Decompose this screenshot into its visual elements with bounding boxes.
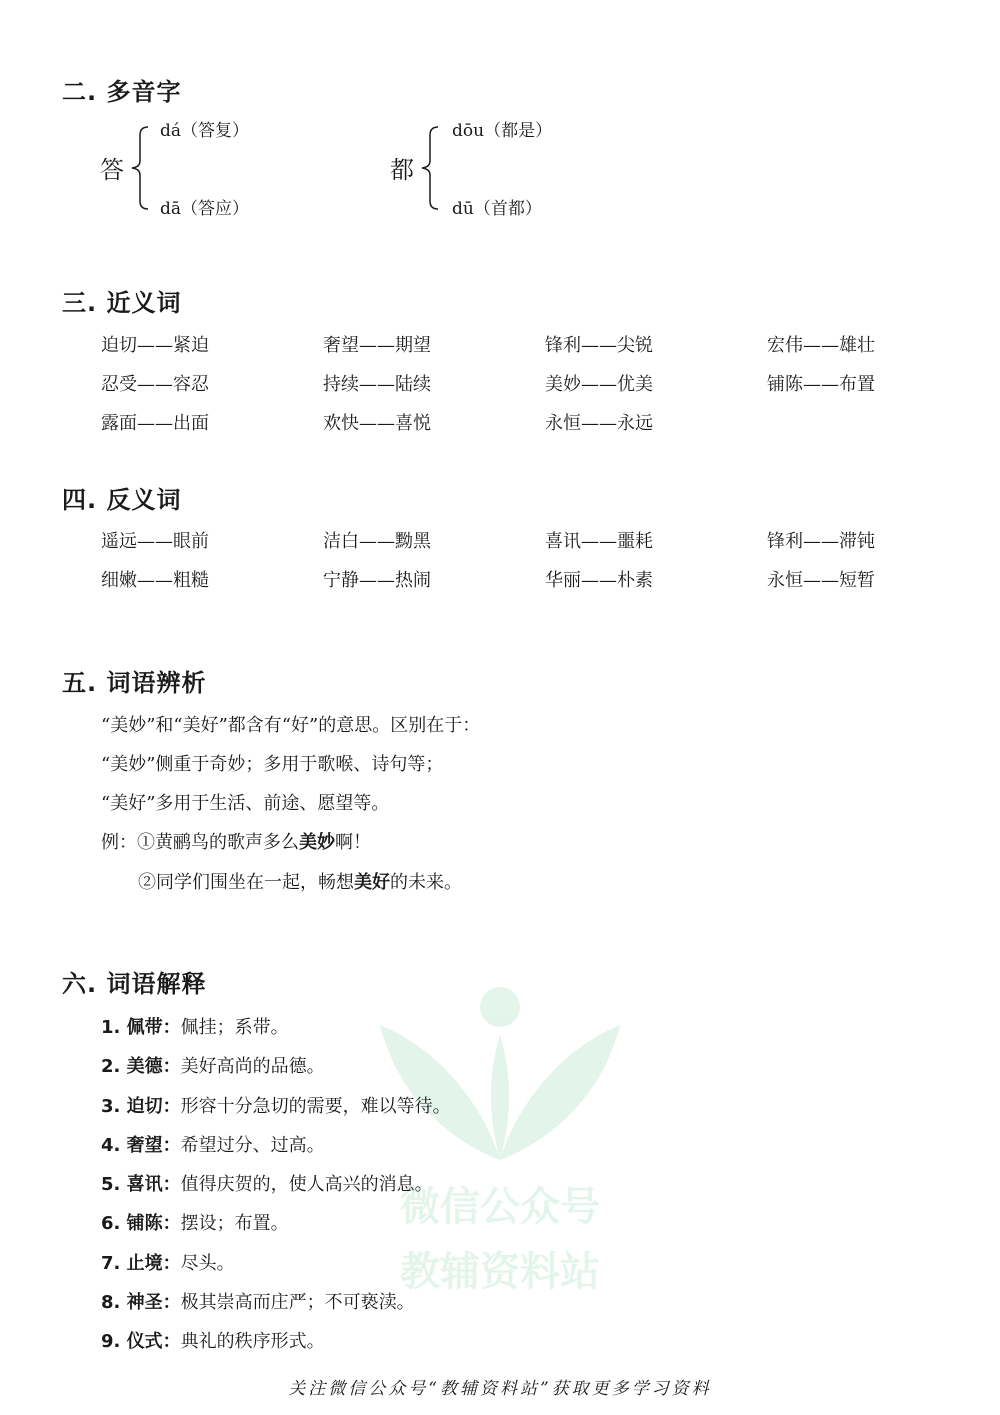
definition-item — [101, 1170, 433, 1196]
definition-term: 7. 止境： — [101, 1253, 181, 1274]
definition-term: 4. 奢望： — [101, 1135, 181, 1156]
watermark-text: 微信公众号 — [400, 1184, 600, 1230]
word-pair: 锋利——滞钝 — [767, 531, 875, 552]
polyphone-reading: dōu（都是） — [452, 121, 553, 141]
section-title-synonyms: 三. 近义词 — [62, 289, 182, 317]
example-sentence-2 — [138, 868, 462, 894]
word-pair: 遥远——眼前 — [101, 531, 209, 552]
definition-term: 2. 美德： — [101, 1056, 181, 1077]
word-pair: 喜讯——噩耗 — [545, 531, 653, 552]
definition-meaning: 值得庆贺的，使人高兴的消息。 — [180, 1174, 433, 1195]
word-pair: 永恒——短暂 — [767, 570, 875, 591]
word-pair: 宏伟——雄壮 — [767, 335, 875, 356]
example-sentence-1 — [101, 828, 371, 854]
definition-meaning: 极其崇高而庄严；不可亵渎。 — [180, 1292, 415, 1313]
definition-item — [101, 1209, 289, 1235]
watermark-text: 教辅资料站 — [400, 1249, 600, 1295]
antonym-row — [0, 527, 1000, 557]
antonym-row — [0, 566, 1000, 596]
leaf-logo-icon — [370, 985, 630, 1165]
polyphone-reading: dá（答复） — [160, 121, 250, 141]
analysis-line: “美好”多用于生活、前途、愿望等。 — [101, 793, 390, 814]
example-text: ②同学们围坐在一起，畅想 — [138, 872, 354, 893]
definition-meaning: 摆设；布置。 — [180, 1213, 289, 1234]
section-title-definitions: 六. 词语解释 — [62, 970, 207, 998]
synonym-row — [0, 409, 1000, 439]
word-pair: 永恒——永远 — [545, 413, 653, 434]
word-pair: 华丽——朴素 — [545, 570, 653, 591]
definition-meaning: 形容十分急切的需要，难以等待。 — [180, 1096, 451, 1117]
polyphone-reading: dū（首都） — [452, 199, 542, 219]
synonym-row — [0, 331, 1000, 361]
example-keyword: 美妙 — [299, 832, 335, 853]
word-pair: 持续——陆续 — [323, 374, 431, 395]
definition-term: 8. 神圣： — [101, 1292, 181, 1313]
polyphone-char: 答 — [100, 156, 124, 184]
definition-meaning: 希望过分、过高。 — [180, 1135, 325, 1156]
definition-meaning: 典礼的秩序形式。 — [180, 1331, 325, 1352]
definition-term: 3. 迫切： — [101, 1096, 181, 1117]
definition-item — [101, 1249, 235, 1275]
word-pair: 迫切——紧迫 — [101, 335, 209, 356]
brace-icon — [418, 123, 440, 213]
word-pair: 忍受——容忍 — [101, 374, 209, 395]
section-title-analysis: 五. 词语辨析 — [62, 669, 207, 697]
example-text: 啊！ — [335, 832, 371, 853]
example-keyword: 美好 — [354, 872, 390, 893]
synonym-row — [0, 370, 1000, 400]
word-pair: 美妙——优美 — [545, 374, 653, 395]
definition-item — [101, 1131, 325, 1157]
definition-meaning: 佩挂；系带。 — [180, 1017, 289, 1038]
definition-term: 5. 喜讯： — [101, 1174, 181, 1195]
analysis-line: “美妙”侧重于奇妙；多用于歌喉、诗句等； — [101, 754, 444, 775]
polyphone-reading: dā（答应） — [160, 199, 250, 219]
page-footer: 关注微信公众号“教辅资料站”获取更多学习资料 — [288, 1379, 712, 1399]
definition-meaning: 尽头。 — [180, 1253, 235, 1274]
definition-item — [101, 1052, 325, 1078]
word-pair: 细嫩——粗糙 — [101, 570, 209, 591]
section-title-polyphone: 二. 多音字 — [62, 78, 182, 106]
definition-item — [101, 1013, 289, 1039]
word-pair: 露面——出面 — [101, 413, 209, 434]
definition-item — [101, 1092, 451, 1118]
definition-term: 1. 佩带： — [101, 1017, 181, 1038]
definition-meaning: 美好高尚的品德。 — [180, 1056, 325, 1077]
example-text: 的未来。 — [390, 872, 462, 893]
brace-icon — [128, 123, 150, 213]
word-pair: 铺陈——布置 — [767, 374, 875, 395]
watermark-logo — [370, 985, 630, 1315]
polyphone-char: 都 — [390, 156, 414, 184]
word-pair: 奢望——期望 — [323, 335, 431, 356]
word-pair: 欢快——喜悦 — [323, 413, 431, 434]
section-title-antonyms: 四. 反义词 — [62, 486, 182, 514]
word-pair: 宁静——热闹 — [323, 570, 431, 591]
definition-item — [101, 1288, 415, 1314]
example-text: 例：①黄鹂鸟的歌声多么 — [101, 832, 299, 853]
definition-item — [101, 1327, 325, 1353]
analysis-line: “美妙”和“美好”都含有“好”的意思。区别在于： — [101, 715, 481, 736]
definition-term: 6. 铺陈： — [101, 1213, 181, 1234]
definition-term: 9. 仪式： — [101, 1331, 181, 1352]
word-pair: 洁白——黝黑 — [323, 531, 431, 552]
word-pair: 锋利——尖锐 — [545, 335, 653, 356]
